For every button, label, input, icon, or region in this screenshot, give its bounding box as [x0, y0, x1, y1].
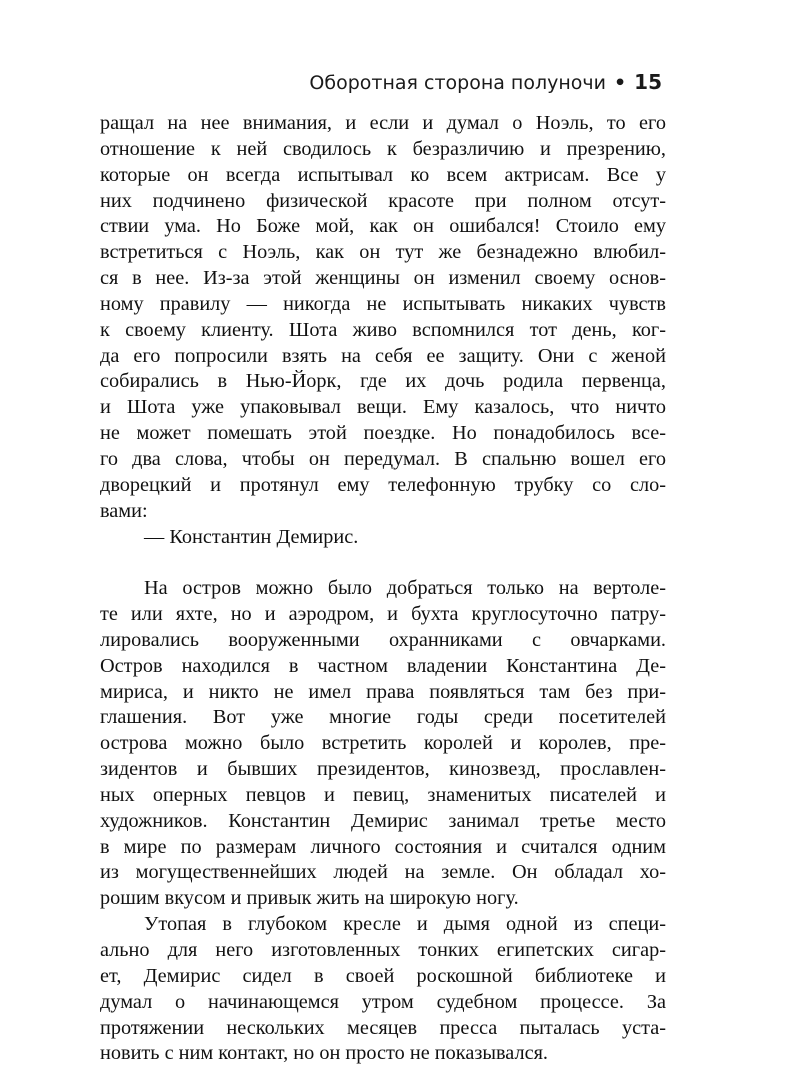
- text-line: ся в нее. Из-за этой женщины он изменил своему основ-: [100, 267, 666, 290]
- paragraph-gap: [100, 550, 666, 576]
- text-line: собирались в Нью-Йорк, где их дочь родила первенца,: [100, 370, 666, 393]
- text-line: вами:: [100, 499, 148, 522]
- text-line: те или яхте, но и аэродром, и бухта круглосуточно патру-: [100, 603, 666, 626]
- text-line: ально для него изготовленных тонких египетских сигар-: [100, 939, 666, 961]
- text-line: из могущественнейших людей на земле. Он обладал хо-: [100, 861, 666, 884]
- text-line: отношение к ней сводилось к безразличию и презрению,: [100, 137, 666, 160]
- paragraph: [100, 912, 666, 1067]
- text-line: думал о начинающемся утром судебном процессе. За: [100, 990, 666, 1013]
- text-line: лировались вооруженными охранниками с овчарками.: [100, 628, 666, 651]
- text-line: дворецкий и протянул ему телефонную трубку со сло-: [100, 473, 666, 496]
- text-line: да его попросили взять на себя ее защиту. Они с женой: [100, 344, 666, 367]
- text-line: ных оперных певцов и певиц, знаменитых писателей и: [100, 783, 666, 806]
- page-body: [100, 111, 666, 1067]
- text-line: не может помешать этой поездке. Но понадобилось все-: [100, 422, 666, 445]
- text-line: которые он всегда испытывал ко всем актрисам. Все у: [100, 163, 666, 186]
- text-line: глашения. Вот уже многие годы среди посетителей: [100, 706, 666, 729]
- text-line: к своему клиенту. Шота живо вспомнился тот день, ког-: [100, 318, 666, 341]
- text-line: встретиться с Ноэль, как он тут же безнадежно влюбил-: [100, 241, 666, 264]
- paragraph: [100, 576, 666, 912]
- text-line: ет, Демирис сидел в своей роскошной библиотеке и: [100, 964, 666, 987]
- text-line: ному правилу — никогда не испытывать никаких чувств: [100, 292, 666, 315]
- text-line: го два слова, чтобы он передумал. В спальню вошел его: [100, 447, 666, 470]
- text-line: Остров находился в частном владении Константина Де-: [100, 654, 666, 677]
- text-line: художников. Константин Демирис занимал третье место: [100, 809, 666, 832]
- text-line: острова можно было встретить королей и королев, пре-: [100, 732, 666, 755]
- running-title: Оборотная сторона полуночи: [309, 72, 606, 94]
- text-line: новить с ним контакт, но он просто не показывался.: [100, 1042, 548, 1065]
- paragraph: [100, 525, 666, 551]
- text-line: протяжении нескольких месяцев пресса пыталась уста-: [100, 1016, 666, 1039]
- running-header: [309, 70, 662, 94]
- text-line: зидентов и бывших президентов, кинозвезд, прославлен-: [100, 758, 666, 781]
- text-line: ращал на нее внимания, и если и думал о Ноэль, то его: [100, 112, 666, 134]
- header-separator: •: [614, 72, 627, 94]
- text-line: — Константин Демирис.: [144, 525, 359, 548]
- text-line: Утопая в глубоком кресле и дымя одной из специ-: [144, 913, 666, 936]
- text-line: и Шота уже упаковывал вещи. Ему казалось, что ничто: [100, 396, 666, 419]
- text-line: рошим вкусом и привык жить на широкую ногу.: [100, 887, 519, 910]
- text-line: них подчинено физической красоте при полном отсут-: [100, 189, 666, 212]
- paragraph: [100, 111, 666, 525]
- text-line: На остров можно было добраться только на вертоле-: [144, 577, 666, 600]
- text-line: ствии ума. Но Боже мой, как он ошибался! Стоило ему: [100, 215, 666, 238]
- text-line: в мире по размерам личного состояния и считался одним: [100, 835, 666, 858]
- text-line: мириса, и никто не имел права появляться там без при-: [100, 680, 666, 703]
- page-number: 15: [634, 70, 662, 94]
